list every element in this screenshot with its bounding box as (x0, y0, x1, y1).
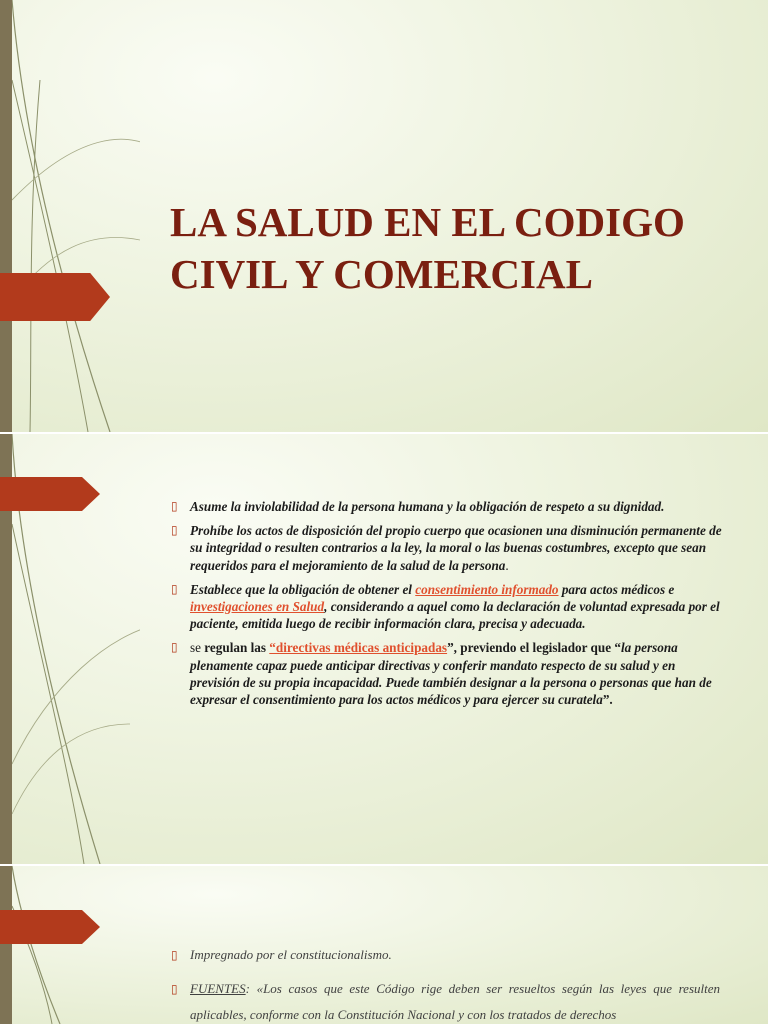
slide-content (0, 866, 768, 1024)
list-item: ▯ Prohíbe los actos de disposición del propio cuerpo que ocasionen una disminución permanente de su integridad o resulten contrarios a la ley, la moral o las buenas costumbres, excepto que sean requeridos para el mejoramiento de la salud de la persona. (171, 523, 722, 573)
list-item: ▯ FUENTES: «Los casos que este Código rige deben ser resueltos según las leyes que resulten aplicables, conforme con la Constitución Nacional y con los tratados de derechos (168, 976, 720, 1024)
arrow-tab (0, 273, 110, 321)
decorative-swirl-lines (0, 866, 140, 1024)
link-consentimiento-informado[interactable]: consentimiento informado (415, 581, 559, 597)
decorative-swirl-lines (0, 0, 140, 432)
left-accent-bar (0, 0, 12, 432)
bullet-marker: ▯ (171, 499, 178, 513)
bullet-marker: ▯ (171, 948, 178, 962)
heading-line-2: CIVIL Y COMERCIAL (170, 251, 593, 297)
slide-title (0, 0, 768, 432)
bullet-marker: ▯ (171, 982, 178, 996)
link-investigaciones-en-salud[interactable]: investigaciones en Salud (190, 599, 325, 615)
bullet-list (168, 498, 724, 715)
arrow-tab (0, 910, 100, 944)
slide-heading (170, 196, 750, 300)
bullet-marker: ▯ (171, 640, 178, 655)
slide-content (0, 434, 768, 864)
list-item: ▯ Establece que la obligación de obtener el consentimiento informado para actos médicos e investigaciones en Salud, considerando a aquel como la declaración de voluntad expresada por el paciente, emitida luego de recibir información clara, precisa y adecuada. (171, 581, 720, 632)
list-item: ▯ Asume la inviolabilidad de la persona humana y la obligación de respeto a su dignidad. (171, 499, 665, 514)
bullet-marker: ▯ (171, 523, 178, 538)
bullet-list (168, 942, 720, 1024)
link-directivas-medicas-anticipadas[interactable]: “directivas médicas anticipadas (269, 640, 448, 656)
list-item: ▯ Impregnado por el constitucionalismo. (168, 942, 720, 968)
bullet-marker: ▯ (171, 581, 178, 596)
arrow-tab (0, 477, 100, 511)
heading-line-1: LA SALUD EN EL CODIGO (170, 199, 685, 245)
list-item: ▯ se regulan las “directivas médicas anticipadas”, previendo el legislador que “la persona plenamente capaz puede anticipar directivas y conferir mandato respecto de su salud y en previsión de su propia incapacidad. Puede también designar a la persona o personas que han de expresar el consentimiento para los actos médicos y para ejercer su curatela”. (171, 640, 712, 708)
left-accent-bar (0, 866, 12, 1024)
